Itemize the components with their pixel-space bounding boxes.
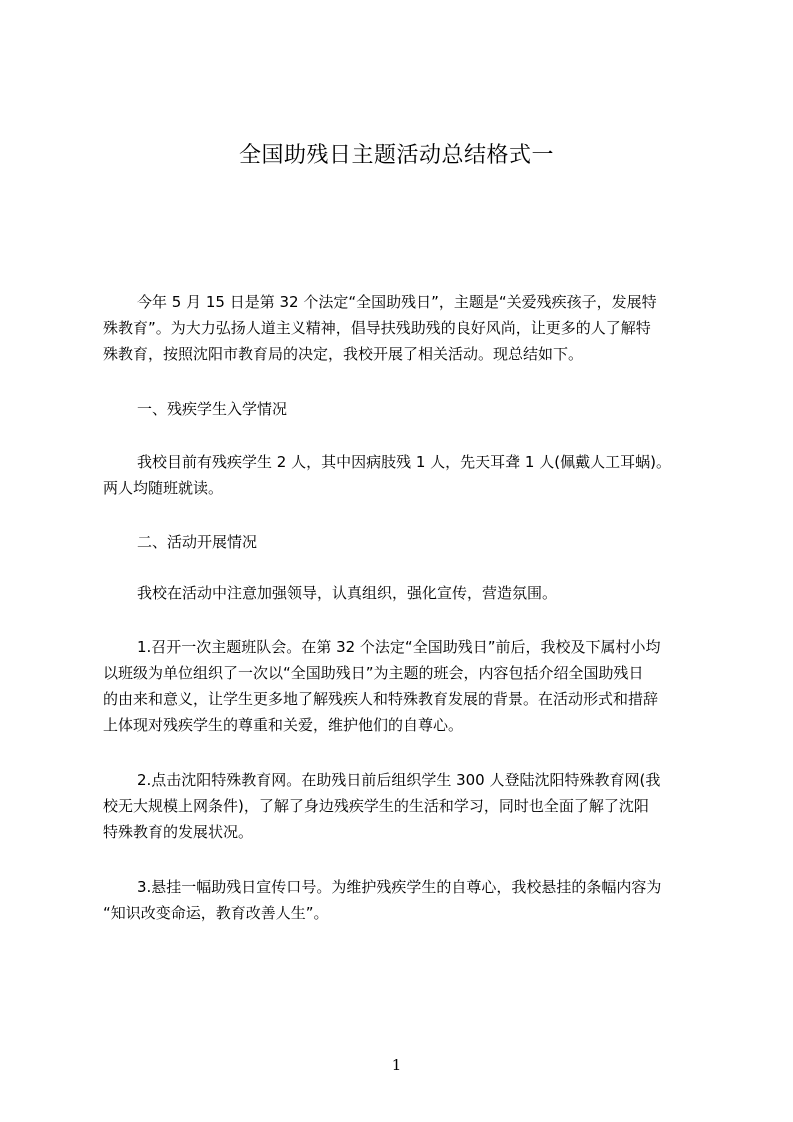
- activity-item-2: [103, 767, 703, 845]
- intro-line: 殊教育，按照沈阳市教育局的决定，我校开展了相关活动。现总结如下。: [103, 345, 584, 363]
- activity-item-line: “知识改变命运，教育改善人生”。: [103, 904, 329, 922]
- section-2-summary-line: 我校在活动中注意加强领导，认真组织，强化宣传，营造氛围。: [137, 584, 558, 602]
- activity-item-line: 1.召开一次主题班队会。在第 32 个法定“全国助残日”前后，我校及下属村小均: [137, 638, 661, 656]
- section-1-paragraph: [103, 449, 703, 501]
- activity-item-line: 2.点击沈阳特殊教育网。在助残日前后组织学生 300 人登陆沈阳特殊教育网(我: [137, 771, 661, 789]
- section-1-line: 两人均随班就读。: [103, 479, 224, 497]
- section-1-heading: 一、残疾学生入学情况: [137, 400, 288, 418]
- section-1-line: 我校目前有残疾学生 2 人，其中因病肢残 1 人，先天耳聋 1 人(佩戴人工耳蜗)。: [137, 453, 671, 471]
- intro-line: 今年 5 月 15 日是第 32 个法定“全国助残日”，主题是“关爱残疾孩子，发展特: [137, 293, 657, 311]
- activity-item-line: 特殊教育的发展状况。: [103, 823, 254, 841]
- page-number: 1: [391, 1056, 402, 1074]
- activity-item-line: 以班级为单位组织了一次以“全国助残日”为主题的班会，内容包括介绍全国助残日: [103, 664, 644, 682]
- activity-item-1: [103, 634, 703, 738]
- activity-item-line: 上体现对残疾学生的尊重和关爱，维护他们的自尊心。: [103, 716, 464, 734]
- activity-item-line: 3.悬挂一幅助残日宣传口号。为维护残疾学生的自尊心，我校悬挂的条幅内容为: [137, 878, 662, 896]
- activity-item-line: 校无大规模上网条件)，了解了身边残疾学生的生活和学习，同时也全面了解了沈阳: [103, 797, 649, 815]
- section-2-summary: [103, 580, 703, 606]
- section-2-heading: 二、活动开展情况: [137, 533, 258, 551]
- document-title: 全国助残日主题活动总结格式一: [238, 143, 554, 168]
- activity-item-line: 的由来和意义，让学生更多地了解残疾人和特殊教育发展的背景。在活动形式和措辞: [103, 690, 659, 708]
- intro-paragraph: [103, 289, 703, 367]
- intro-line: 殊教育”。为大力弘扬人道主义精神，倡导扶残助残的良好风尚，让更多的人了解特: [103, 319, 651, 337]
- activity-item-3: [103, 874, 703, 926]
